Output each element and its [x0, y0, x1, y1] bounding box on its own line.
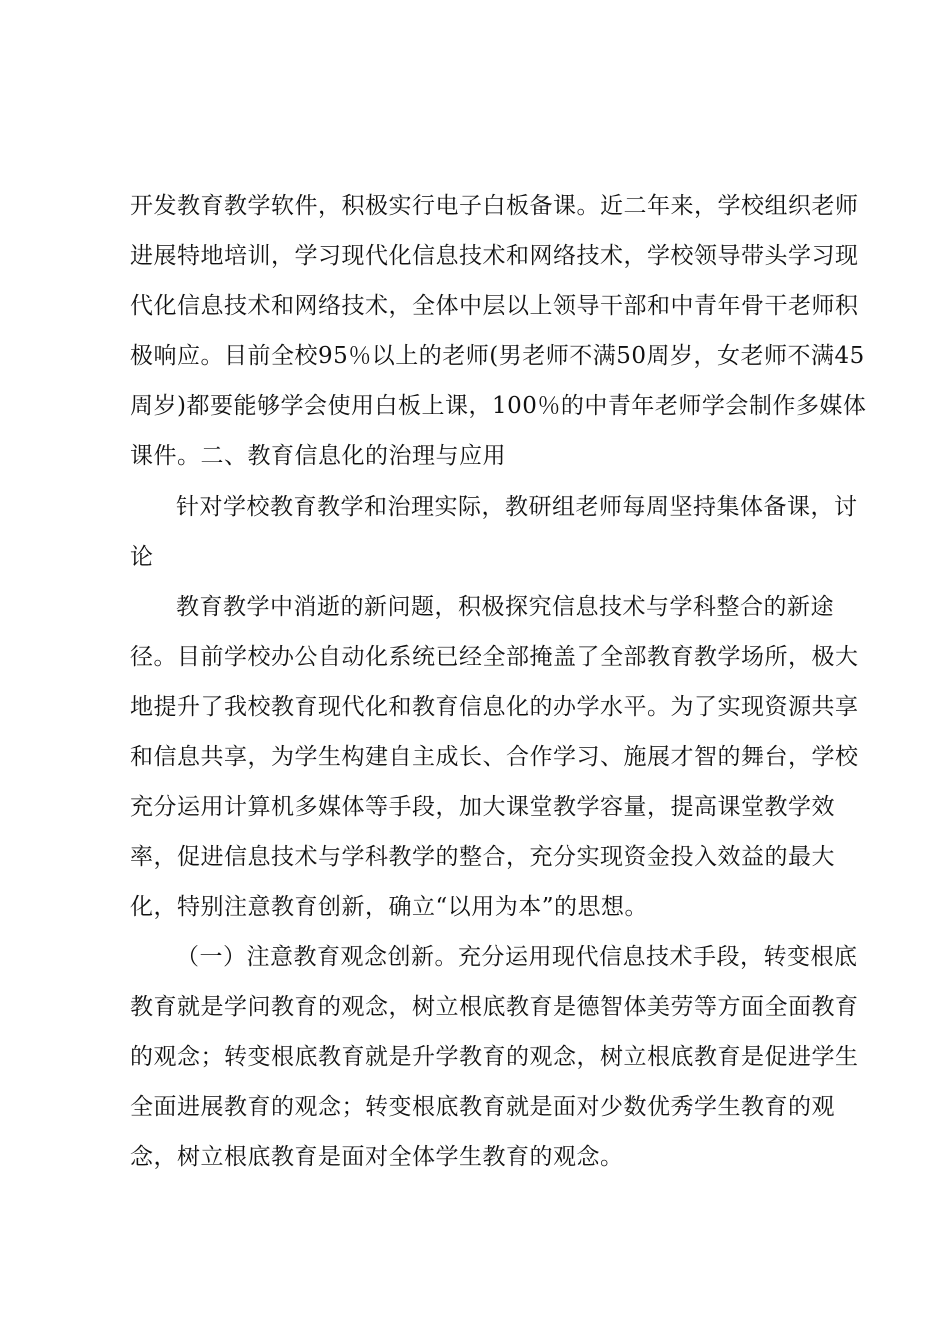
text-line: （一）注意教育观念创新。充分运用现代信息技术手段，转变根底	[176, 944, 858, 970]
text-line: 周岁)都要能够学会使用白板上课，100％的中青年老师学会制作多媒体	[130, 393, 867, 419]
text-line: 充分运用计算机多媒体等手段，加大课堂教学容量，提高课堂教学效	[130, 794, 835, 820]
text-line: 针对学校教育教学和治理实际，教研组老师每周坚持集体备课，讨	[176, 494, 858, 520]
text-line: 的观念；转变根底教育就是升学教育的观念，树立根底教育是促进学生	[130, 1044, 859, 1070]
text-line: 全面进展教育的观念；转变根底教育就是面对少数优秀学生教育的观	[130, 1094, 835, 1120]
text-line: 教育就是学问教育的观念，树立根底教育是德智体美劳等方面全面教育	[130, 994, 859, 1020]
text-line: 进展特地培训，学习现代化信息技术和网络技术，学校领导带头学习现	[130, 243, 859, 269]
text-line: 开发教育教学软件，积极实行电子白板备课。近二年来，学校组织老师	[130, 193, 859, 219]
text-line: 率，促进信息技术与学科教学的整合，充分实现资金投入效益的最大	[130, 844, 835, 870]
text-line: 代化信息技术和网络技术，全体中层以上领导干部和中青年骨干老师积	[130, 293, 859, 319]
text-line: 念，树立根底教育是面对全体学生教育的观念。	[130, 1144, 624, 1170]
text-line: 化，特别注意教育创新，确立“以用为本”的思想。	[130, 894, 649, 920]
text-line: 和信息共享，为学生构建自主成长、合作学习、施展才智的舞台，学校	[130, 744, 859, 770]
text-line: 地提升了我校教育现代化和教育信息化的办学水平。为了实现资源共享	[130, 694, 859, 720]
text-line: 论	[130, 544, 154, 570]
text-line: 课件。二、教育信息化的治理与应用	[130, 443, 506, 469]
text-line: 径。目前学校办公自动化系统已经全部掩盖了全部教育教学场所，极大	[130, 644, 859, 670]
text-line: 极响应。目前全校95％以上的老师(男老师不满50周岁，女老师不满45	[130, 343, 865, 369]
text-line: 教育教学中消逝的新问题，积极探究信息技术与学科整合的新途	[176, 594, 834, 620]
